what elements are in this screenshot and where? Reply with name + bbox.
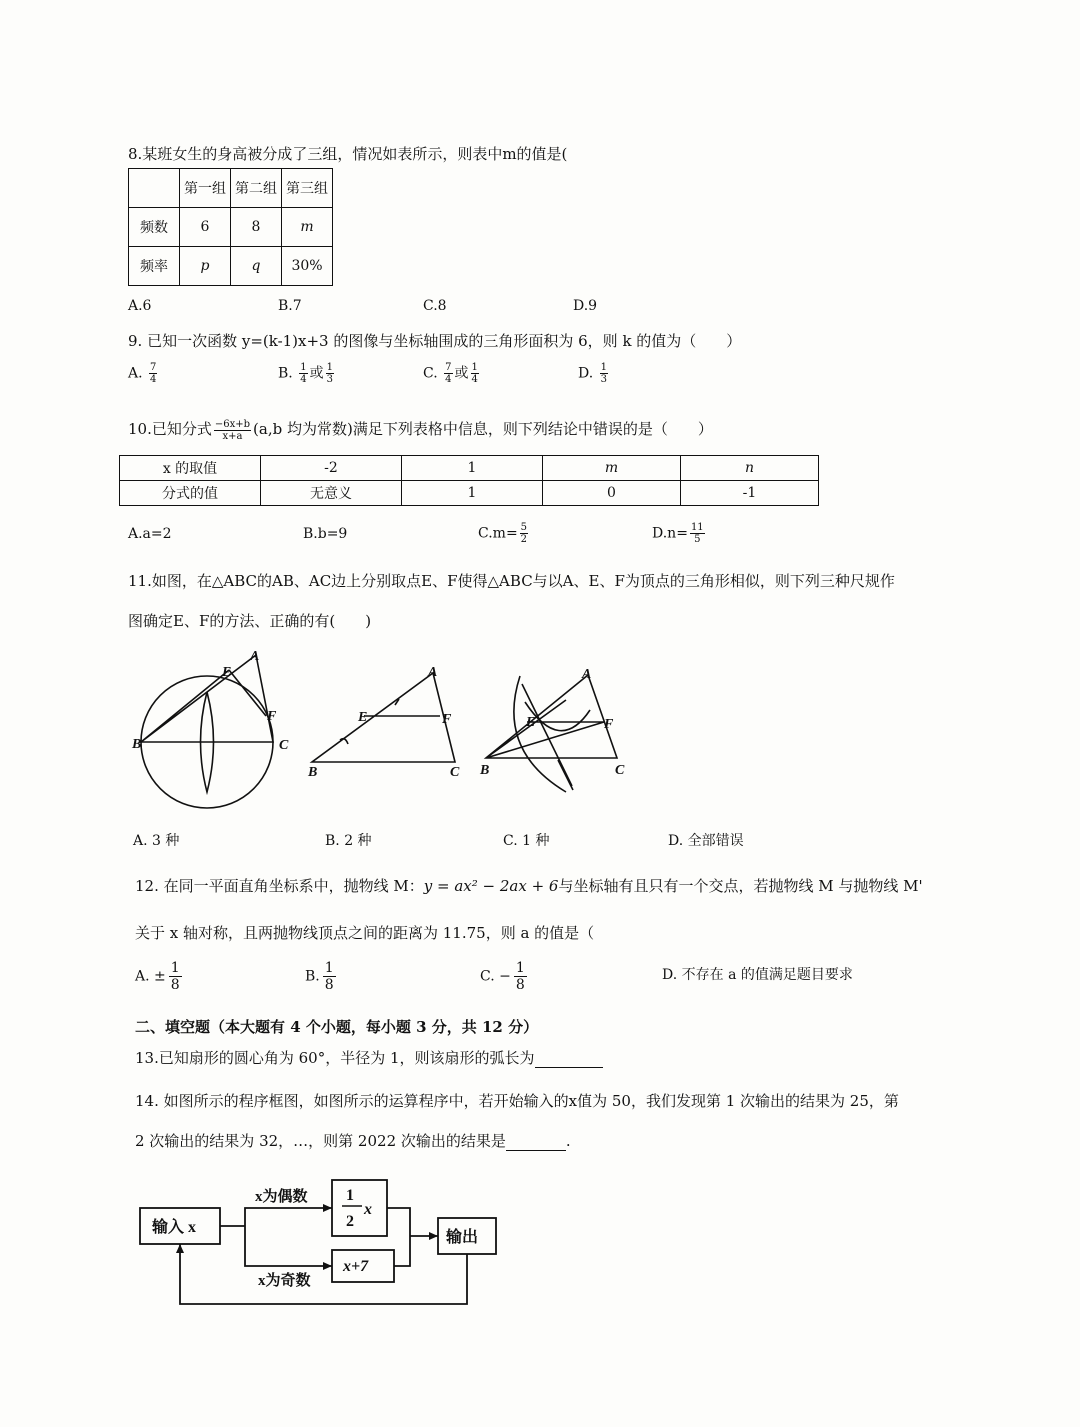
fig2-triangle [312, 673, 455, 762]
flow-even-label: x为偶数 [255, 1189, 308, 1205]
flow-half-num: 1 [346, 1187, 354, 1204]
q10-option-a: A.a=2 [128, 526, 172, 542]
table-cell: 频数 [129, 208, 180, 247]
fig3-label-f: F [604, 717, 614, 732]
q8-option-a: A.6 [128, 298, 152, 314]
table-row [129, 247, 333, 286]
arrow-icon [429, 1232, 438, 1240]
flow-output-label: 输出 [446, 1229, 479, 1246]
table-cell: 30% [282, 247, 333, 286]
fig3-label-c: C [615, 763, 625, 778]
q11-figures [0, 640, 700, 820]
q12-option-c: C. − $\frac{1}{8}$ [480, 960, 525, 993]
q11-option-a: A. 3 种 [133, 833, 180, 849]
table-row [129, 208, 333, 247]
question-12-line1: 12. 在同一平面直角坐标系中，抛物线 M：y = ax² − 2ax + 6与坐标轴有且只有一个交点，若抛物线 M 与抛物线 M' [135, 877, 923, 895]
table-cell: 分式的值 [120, 481, 261, 506]
table-cell: p [180, 247, 231, 286]
q9-option-b: B. $\frac{1}{4}$ 或 $\frac{1}{3}$ [278, 362, 333, 385]
q9-option-d: D. $\frac{1}{3}$ [578, 362, 608, 385]
question-9-stem: 9. 已知一次函数 y=(k-1)x+3 的图像与坐标轴围成的三角形面积为 6，则 k 的值为（ ） [128, 332, 742, 350]
table-cell: m [282, 208, 333, 247]
fig2-label-c: C [450, 765, 460, 780]
fig1-label-a: A [250, 649, 260, 664]
fig1-label-b: B [132, 737, 142, 752]
table-cell: x 的取值 [120, 456, 261, 481]
fig3-arc1 [514, 676, 566, 792]
q10-option-c: C.m= $\frac{5}{2}$ [478, 522, 528, 545]
q12-option-d: D. 不存在 a 的值满足题目要求 [662, 967, 853, 983]
q8-option-d: D.9 [573, 298, 598, 314]
question-12-line2: 关于 x 轴对称，且两抛物线顶点之间的距离为 11.75，则 a 的值是（ [135, 924, 595, 942]
question-10-stem: 10.已知分式 $\frac{-6x+b}{x+a}$ (a,b 均为常数)满足下列表格中信息，则下列结论中错误的是（ ） [128, 418, 713, 442]
q13-answer-blank[interactable] [535, 1049, 603, 1068]
table-cell: 第一组 [180, 169, 231, 208]
q9-option-a: A. $\frac{7}{4}$ [128, 362, 157, 385]
q10-option-d: D.n= $\frac{11}{5}$ [652, 522, 704, 545]
q10-option-b: B.b=9 [303, 526, 348, 542]
arrow-icon [176, 1244, 184, 1253]
fig1-label-f: F [267, 709, 277, 724]
question-10-table [119, 455, 819, 506]
table-cell: 1 [402, 456, 543, 481]
fig2-label-a: A [428, 665, 438, 680]
table-cell: 1 [402, 481, 543, 506]
q12-option-b: B. $\frac{1}{8}$ [305, 960, 334, 993]
flow-odd-label: x为奇数 [258, 1273, 311, 1289]
table-cell: -1 [681, 481, 819, 506]
fig3-label-a: A [582, 667, 592, 682]
section-2-heading: 二、填空题（本大题有 4 个小题，每小题 3 分，共 12 分） [135, 1018, 539, 1036]
question-11-line2: 图确定E、F的方法、正确的有( ) [128, 612, 372, 630]
q11-option-c: C. 1 种 [503, 833, 550, 849]
table-row [120, 481, 819, 506]
flow-loop-line [180, 1244, 467, 1304]
table-cell: 第二组 [231, 169, 282, 208]
table-cell: 6 [180, 208, 231, 247]
table-cell: 8 [231, 208, 282, 247]
fig3-label-b: B [480, 763, 490, 778]
table-cell: 第三组 [282, 169, 333, 208]
question-11-line1: 11.如图，在△ABC的AB、AC边上分别取点E、F使得△ABC与以A、E、F为顶点的三角形相似，则下列三种尺规作 [128, 572, 895, 590]
fig2-marks [340, 699, 399, 744]
flow-half-den: 2 [346, 1213, 354, 1230]
q9-option-c: C. $\frac{7}{4}$ 或 $\frac{1}{4}$ [423, 362, 478, 385]
table-cell: -2 [261, 456, 402, 481]
table-cell: m [543, 456, 681, 481]
q12-option-a: A. ± $\frac{1}{8}$ [135, 960, 180, 993]
flow-half-var: x [364, 1201, 372, 1218]
q11-option-d: D. 全部错误 [668, 833, 744, 849]
fig1-label-c: C [279, 738, 289, 753]
question-14-line1: 14. 如图所示的程序框图，如图所示的运算程序中，若开始输入的x值为 50，我们发现第 1 次输出的结果为 25，第 [135, 1092, 899, 1110]
question-8-table [128, 168, 333, 286]
q8-option-c: C.8 [423, 298, 447, 314]
fig1-triangle [141, 655, 273, 742]
arrow-icon [323, 1204, 332, 1212]
fig2-label-e: E [358, 710, 368, 725]
flow-split-lines [220, 1208, 332, 1266]
fig2-label-b: B [308, 765, 318, 780]
q8-option-b: B.7 [278, 298, 302, 314]
question-8-stem: 8.某班女生的身高被分成了三组，情况如表所示，则表中m的值是( [128, 145, 568, 163]
fig3-label-e: E [526, 715, 536, 730]
table-cell: 频率 [129, 247, 180, 286]
flow-plus-label: x+7 [343, 1258, 369, 1275]
q11-option-b: B. 2 种 [325, 833, 372, 849]
table-cell [129, 169, 180, 208]
flow-input-label: 输入 x [152, 1219, 197, 1236]
fig1-label-e: E [222, 665, 232, 680]
q12-formula: y = ax² − 2ax + 6 [423, 877, 559, 895]
table-cell: q [231, 247, 282, 286]
table-row [129, 169, 333, 208]
table-cell: n [681, 456, 819, 481]
table-cell: 0 [543, 481, 681, 506]
table-cell: 无意义 [261, 481, 402, 506]
fig2-label-f: F [442, 712, 452, 727]
q14-answer-blank[interactable] [506, 1132, 566, 1151]
question-14-line2: 2 次输出的结果为 32，…，则第 2022 次输出的结果是 . [135, 1132, 571, 1150]
question-13: 13.已知扇形的圆心角为 60°，半径为 1，则该扇形的弧长为 [135, 1047, 603, 1068]
arrow-icon [323, 1262, 332, 1270]
table-row [120, 456, 819, 481]
q14-flowchart [130, 1170, 510, 1310]
flow-half-box [332, 1180, 387, 1236]
